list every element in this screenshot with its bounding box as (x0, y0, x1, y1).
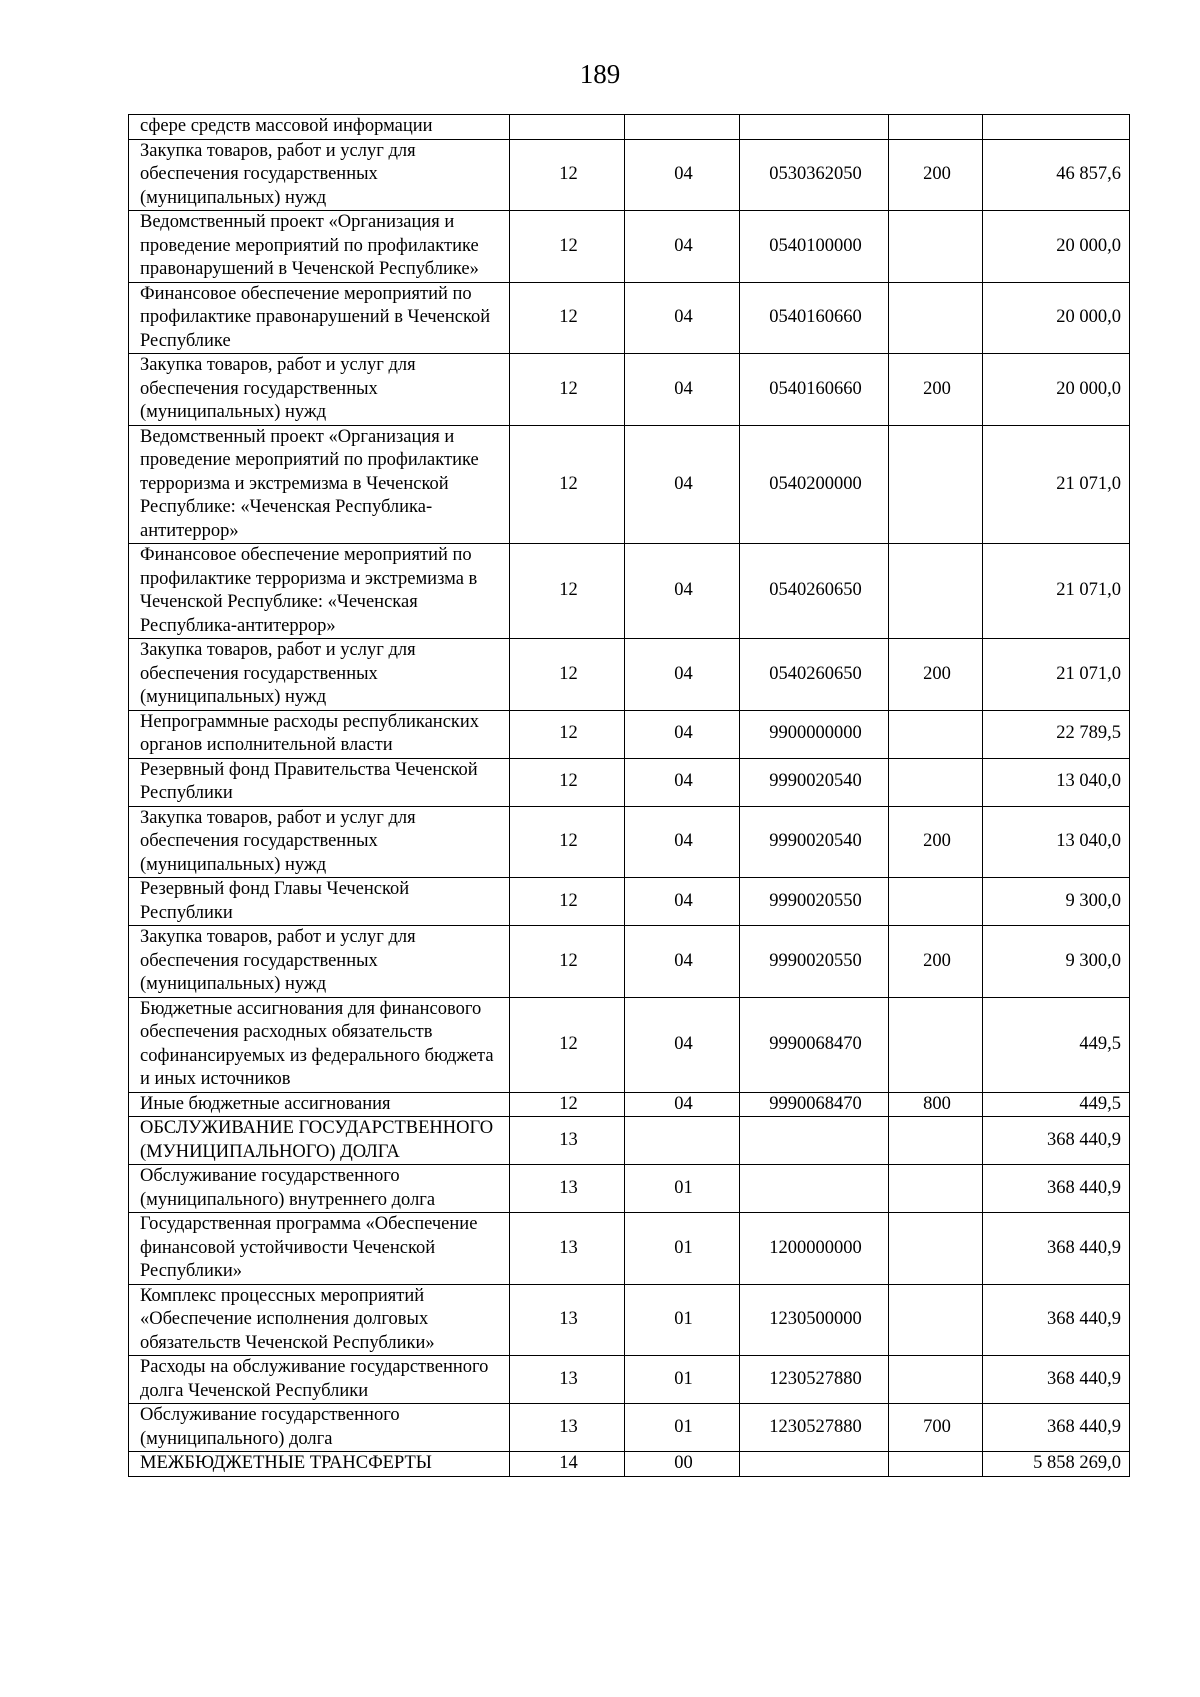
table-row (129, 926, 1130, 998)
row-expense-type: 200 (889, 639, 983, 711)
table-row (129, 1213, 1130, 1285)
row-name: Закупка товаров, работ и услуг для обеспечения государственных (муниципальных) нужд (129, 354, 510, 426)
row-subsection: 04 (625, 282, 740, 354)
row-amount: 449,5 (983, 997, 1130, 1092)
row-expense-type (889, 115, 983, 140)
row-subsection: 01 (625, 1404, 740, 1452)
row-section: 12 (510, 639, 625, 711)
row-section: 13 (510, 1165, 625, 1213)
table-row (129, 758, 1130, 806)
row-amount: 21 071,0 (983, 639, 1130, 711)
row-name: Расходы на обслуживание государственного долга Чеченской Республики (129, 1356, 510, 1404)
row-section: 13 (510, 1404, 625, 1452)
row-name: Бюджетные ассигнования для финансового обеспечения расходных обязательств софинансируемых из федерального бюджета и иных источников (129, 997, 510, 1092)
row-expense-type (889, 1356, 983, 1404)
budget-table-body (129, 115, 1130, 1477)
row-name: Ведомственный проект «Организация и проведение мероприятий по профилактике правонарушений в Чеченской Республике» (129, 211, 510, 283)
row-name: Непрограммные расходы республиканских органов исполнительной власти (129, 710, 510, 758)
row-section: 14 (510, 1452, 625, 1477)
row-target-article: 0540100000 (740, 211, 889, 283)
row-target-article: 9990020550 (740, 878, 889, 926)
row-subsection: 04 (625, 139, 740, 211)
row-amount: 368 440,9 (983, 1284, 1130, 1356)
row-section: 12 (510, 139, 625, 211)
table-row (129, 1356, 1130, 1404)
row-section: 12 (510, 1092, 625, 1117)
row-section: 13 (510, 1117, 625, 1165)
row-target-article: 0530362050 (740, 139, 889, 211)
row-target-article: 9990068470 (740, 997, 889, 1092)
row-name: Комплекс процессных мероприятий «Обеспечение исполнения долговых обязательств Чеченской Республики» (129, 1284, 510, 1356)
row-amount: 22 789,5 (983, 710, 1130, 758)
row-target-article: 0540260650 (740, 639, 889, 711)
row-section: 12 (510, 758, 625, 806)
row-amount: 368 440,9 (983, 1117, 1130, 1165)
row-expense-type (889, 1452, 983, 1477)
row-amount: 20 000,0 (983, 282, 1130, 354)
row-expense-type: 200 (889, 354, 983, 426)
table-row (129, 354, 1130, 426)
table-row (129, 1117, 1130, 1165)
row-section: 13 (510, 1213, 625, 1285)
row-section: 13 (510, 1356, 625, 1404)
row-amount: 368 440,9 (983, 1404, 1130, 1452)
row-target-article: 0540160660 (740, 354, 889, 426)
row-name: Иные бюджетные ассигнования (129, 1092, 510, 1117)
row-target-article: 0540260650 (740, 544, 889, 639)
row-section: 12 (510, 926, 625, 998)
table-row (129, 806, 1130, 878)
row-expense-type: 700 (889, 1404, 983, 1452)
row-amount: 20 000,0 (983, 354, 1130, 426)
row-target-article: 9900000000 (740, 710, 889, 758)
row-subsection: 04 (625, 425, 740, 544)
row-amount: 449,5 (983, 1092, 1130, 1117)
row-expense-type (889, 282, 983, 354)
row-target-article: 1200000000 (740, 1213, 889, 1285)
row-expense-type (889, 1284, 983, 1356)
row-name: Финансовое обеспечение мероприятий по профилактике терроризма и экстремизма в Чеченской Республике: «Чеченская Республика-антитеррор» (129, 544, 510, 639)
row-target-article: 0540200000 (740, 425, 889, 544)
row-expense-type (889, 1117, 983, 1165)
row-name: Обслуживание государственного (муниципального) долга (129, 1404, 510, 1452)
row-target-article (740, 1117, 889, 1165)
row-name: МЕЖБЮДЖЕТНЫЕ ТРАНСФЕРТЫ (129, 1452, 510, 1477)
row-name: сфере средств массовой информации (129, 115, 510, 140)
row-amount: 21 071,0 (983, 425, 1130, 544)
row-target-article: 1230527880 (740, 1404, 889, 1452)
row-expense-type: 800 (889, 1092, 983, 1117)
row-section: 12 (510, 710, 625, 758)
row-subsection: 04 (625, 926, 740, 998)
row-section: 12 (510, 544, 625, 639)
row-target-article (740, 1452, 889, 1477)
row-target-article: 1230527880 (740, 1356, 889, 1404)
row-name: Закупка товаров, работ и услуг для обеспечения государственных (муниципальных) нужд (129, 139, 510, 211)
row-amount: 20 000,0 (983, 211, 1130, 283)
row-subsection: 04 (625, 544, 740, 639)
row-section: 12 (510, 211, 625, 283)
row-expense-type (889, 211, 983, 283)
row-expense-type (889, 878, 983, 926)
row-subsection: 04 (625, 878, 740, 926)
row-expense-type: 200 (889, 139, 983, 211)
row-expense-type: 200 (889, 926, 983, 998)
row-amount: 21 071,0 (983, 544, 1130, 639)
row-expense-type (889, 1213, 983, 1285)
row-amount: 5 858 269,0 (983, 1452, 1130, 1477)
page-number: 189 (579, 59, 621, 89)
row-subsection: 01 (625, 1356, 740, 1404)
row-name: Обслуживание государственного (муниципального) внутреннего долга (129, 1165, 510, 1213)
row-subsection: 00 (625, 1452, 740, 1477)
row-subsection: 04 (625, 710, 740, 758)
table-row (129, 1284, 1130, 1356)
row-subsection: 01 (625, 1213, 740, 1285)
table-row (129, 997, 1130, 1092)
row-subsection: 04 (625, 639, 740, 711)
row-name: Закупка товаров, работ и услуг для обеспечения государственных (муниципальных) нужд (129, 639, 510, 711)
row-name: ОБСЛУЖИВАНИЕ ГОСУДАРСТВЕННОГО (МУНИЦИПАЛЬНОГО) ДОЛГА (129, 1117, 510, 1165)
table-row (129, 1165, 1130, 1213)
row-expense-type: 200 (889, 806, 983, 878)
table-row (129, 139, 1130, 211)
row-amount: 13 040,0 (983, 758, 1130, 806)
table-row (129, 115, 1130, 140)
table-row (129, 425, 1130, 544)
row-expense-type (889, 544, 983, 639)
row-section: 12 (510, 878, 625, 926)
row-amount (983, 115, 1130, 140)
row-name: Резервный фонд Главы Чеченской Республики (129, 878, 510, 926)
row-subsection: 04 (625, 354, 740, 426)
table-row (129, 544, 1130, 639)
row-target-article: 9990020540 (740, 758, 889, 806)
row-subsection: 04 (625, 211, 740, 283)
table-row (129, 710, 1130, 758)
row-target-article: 9990068470 (740, 1092, 889, 1117)
row-section: 12 (510, 425, 625, 544)
row-name: Резервный фонд Правительства Чеченской Республики (129, 758, 510, 806)
row-target-article: 9990020540 (740, 806, 889, 878)
table-row (129, 1404, 1130, 1452)
table-row (129, 639, 1130, 711)
row-expense-type (889, 758, 983, 806)
row-name: Закупка товаров, работ и услуг для обеспечения государственных (муниципальных) нужд (129, 806, 510, 878)
row-expense-type (889, 425, 983, 544)
table-row (129, 1452, 1130, 1477)
row-expense-type (889, 1165, 983, 1213)
row-target-article: 1230500000 (740, 1284, 889, 1356)
table-row (129, 1092, 1130, 1117)
row-section: 12 (510, 806, 625, 878)
table-row (129, 211, 1130, 283)
row-amount: 368 440,9 (983, 1213, 1130, 1285)
row-amount: 9 300,0 (983, 878, 1130, 926)
budget-table (128, 114, 1130, 1477)
table-row (129, 282, 1130, 354)
row-subsection: 04 (625, 806, 740, 878)
row-amount: 9 300,0 (983, 926, 1130, 998)
row-name: Финансовое обеспечение мероприятий по профилактике правонарушений в Чеченской Республике (129, 282, 510, 354)
row-section: 12 (510, 282, 625, 354)
row-name: Закупка товаров, работ и услуг для обеспечения государственных (муниципальных) нужд (129, 926, 510, 998)
row-target-article: 0540160660 (740, 282, 889, 354)
row-section (510, 115, 625, 140)
row-section: 13 (510, 1284, 625, 1356)
table-row (129, 878, 1130, 926)
row-expense-type (889, 997, 983, 1092)
row-subsection (625, 1117, 740, 1165)
row-target-article: 9990020550 (740, 926, 889, 998)
row-amount: 46 857,6 (983, 139, 1130, 211)
row-section: 12 (510, 354, 625, 426)
row-amount: 368 440,9 (983, 1356, 1130, 1404)
row-subsection: 04 (625, 758, 740, 806)
row-subsection: 01 (625, 1165, 740, 1213)
row-subsection (625, 115, 740, 140)
row-subsection: 04 (625, 1092, 740, 1117)
row-amount: 368 440,9 (983, 1165, 1130, 1213)
row-subsection: 01 (625, 1284, 740, 1356)
row-target-article (740, 1165, 889, 1213)
row-subsection: 04 (625, 997, 740, 1092)
row-section: 12 (510, 997, 625, 1092)
row-name: Ведомственный проект «Организация и проведение мероприятий по профилактике терроризма и экстремизма в Чеченской Республике: «Чеченская Республика-антитеррор» (129, 425, 510, 544)
row-name: Государственная программа «Обеспечение финансовой устойчивости Чеченской Республики» (129, 1213, 510, 1285)
row-expense-type (889, 710, 983, 758)
row-amount: 13 040,0 (983, 806, 1130, 878)
row-target-article (740, 115, 889, 140)
